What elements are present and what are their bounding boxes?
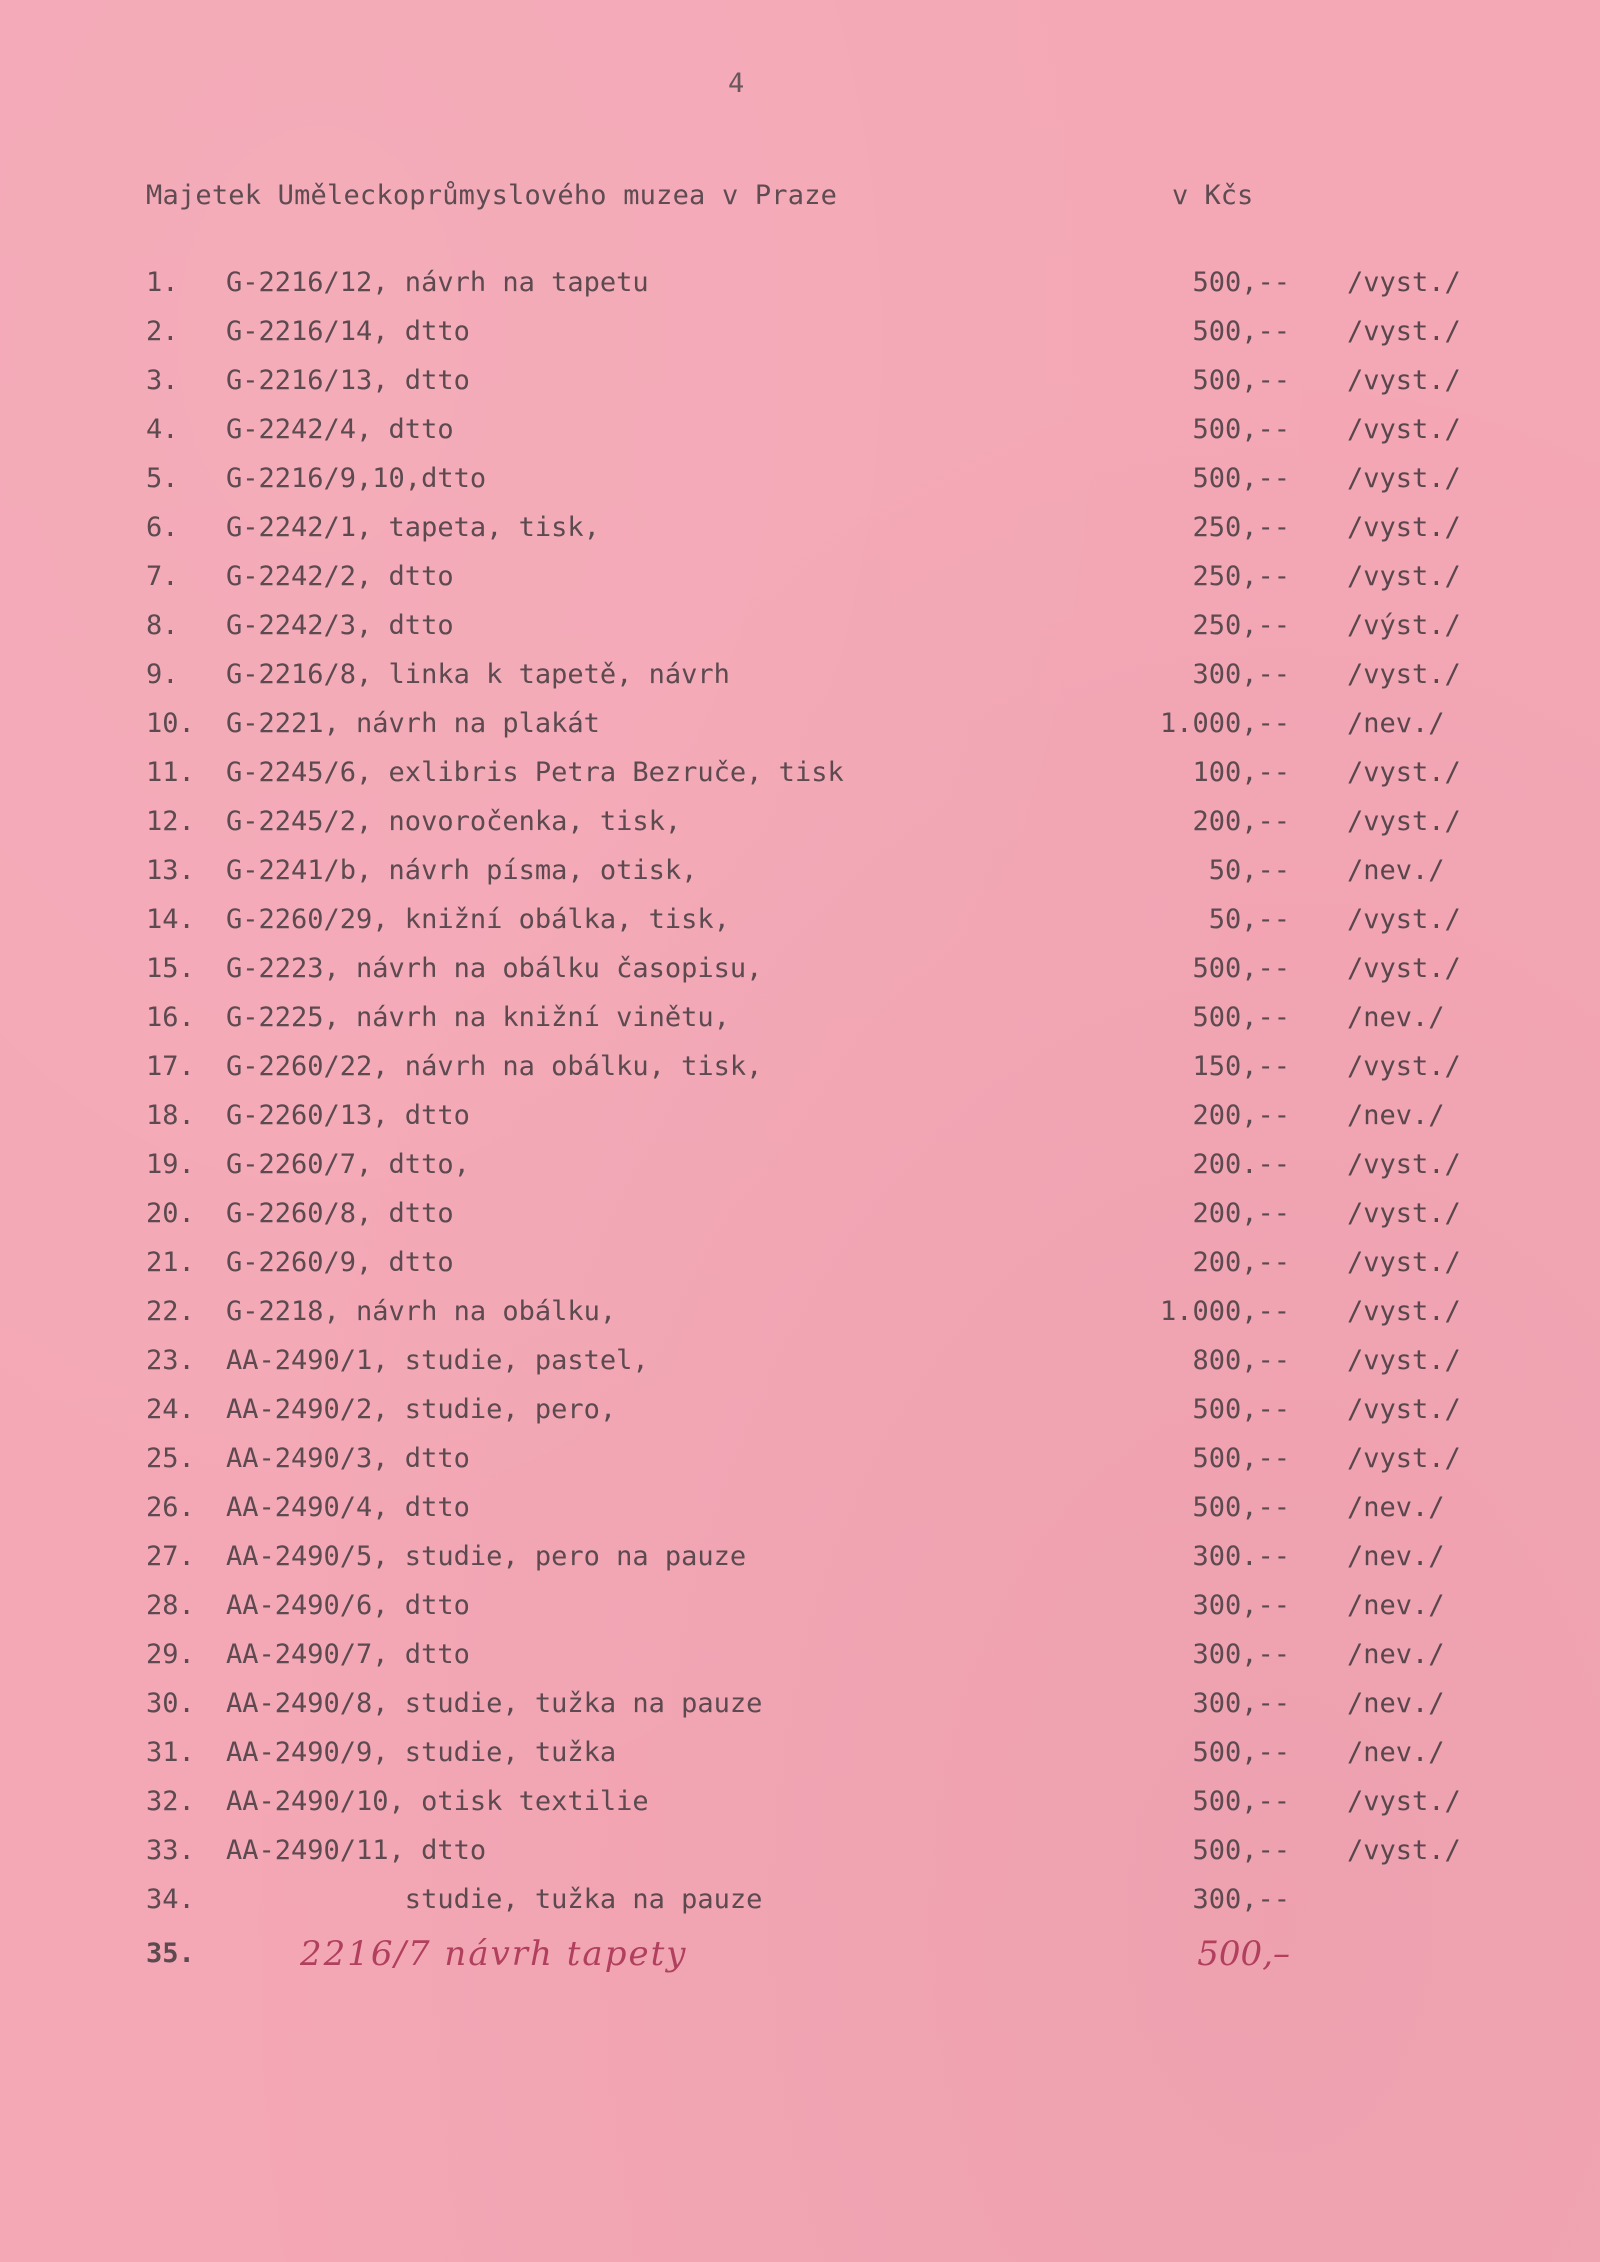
- row-description: G-2260/13, dtto: [226, 1100, 470, 1131]
- row-description: AA-2490/8, studie, tužka na pauze: [226, 1688, 763, 1719]
- row-price: 150,--: [1192, 1051, 1290, 1082]
- row-price: 500,--: [1192, 267, 1290, 298]
- row-price: 300,--: [1192, 1590, 1290, 1621]
- row-description: AA-2490/11, dtto: [226, 1835, 487, 1866]
- inventory-row: [0, 895, 1600, 944]
- row-price: 200,--: [1192, 1247, 1290, 1278]
- inventory-row: [0, 1189, 1600, 1238]
- row-number: 8.: [146, 610, 179, 641]
- inventory-list: [0, 258, 1600, 1984]
- row-price: 300.--: [1192, 1541, 1290, 1572]
- row-status: /vyst./: [1347, 806, 1461, 837]
- row-number: 18.: [146, 1100, 195, 1131]
- row-number: 15.: [146, 953, 195, 984]
- row-number: 22.: [146, 1296, 195, 1327]
- row-description: G-2260/9, dtto: [226, 1247, 454, 1278]
- row-price: 500,--: [1192, 414, 1290, 445]
- row-number: 11.: [146, 757, 195, 788]
- inventory-row: [0, 1042, 1600, 1091]
- row-status: /nev./: [1347, 1737, 1445, 1768]
- row-number: 23.: [146, 1345, 195, 1376]
- row-number: 14.: [146, 904, 195, 935]
- row-number: 35.: [146, 1938, 195, 1969]
- inventory-row: [0, 1679, 1600, 1728]
- handwritten-price: 500,–: [1197, 1934, 1290, 1974]
- row-description: AA-2490/3, dtto: [226, 1443, 470, 1474]
- row-status: /nev./: [1347, 1492, 1445, 1523]
- row-price: 500,--: [1192, 1394, 1290, 1425]
- row-number: 20.: [146, 1198, 195, 1229]
- inventory-row: [0, 1336, 1600, 1385]
- row-status: /vyst./: [1347, 365, 1461, 396]
- row-description: G-2225, návrh na knižní vinětu,: [226, 1002, 730, 1033]
- row-number: 24.: [146, 1394, 195, 1425]
- handwritten-description: 2216/7 návrh tapety: [300, 1934, 688, 1974]
- row-price: 500,--: [1192, 463, 1290, 494]
- row-status: /nev./: [1347, 1590, 1445, 1621]
- inventory-row: [0, 1777, 1600, 1826]
- row-status: /nev./: [1347, 1002, 1445, 1033]
- row-description: G-2242/4, dtto: [226, 414, 454, 445]
- row-description: G-2260/22, návrh na obálku, tisk,: [226, 1051, 763, 1082]
- inventory-row: [0, 258, 1600, 307]
- row-price: 250,--: [1192, 610, 1290, 641]
- row-status: /vyst./: [1347, 1345, 1461, 1376]
- inventory-row: [0, 503, 1600, 552]
- inventory-row: [0, 944, 1600, 993]
- row-status: /nev./: [1347, 1541, 1445, 1572]
- row-status: /vyst./: [1347, 512, 1461, 543]
- row-price: 500,--: [1192, 1737, 1290, 1768]
- row-description: G-2221, návrh na plakát: [226, 708, 600, 739]
- row-number: 31.: [146, 1737, 195, 1768]
- row-status: /vyst./: [1347, 1786, 1461, 1817]
- inventory-row: [0, 797, 1600, 846]
- inventory-row: [0, 1238, 1600, 1287]
- row-status: /výst./: [1347, 610, 1461, 641]
- inventory-row: [0, 1434, 1600, 1483]
- handwritten-row: [0, 1924, 1600, 1984]
- inventory-row: [0, 405, 1600, 454]
- row-status: /vyst./: [1347, 1394, 1461, 1425]
- row-price: 250,--: [1192, 561, 1290, 592]
- row-status: /vyst./: [1347, 1296, 1461, 1327]
- row-description: AA-2490/4, dtto: [226, 1492, 470, 1523]
- row-description: AA-2490/1, studie, pastel,: [226, 1345, 649, 1376]
- inventory-row: [0, 307, 1600, 356]
- inventory-row: [0, 1581, 1600, 1630]
- row-status: /vyst./: [1347, 1051, 1461, 1082]
- inventory-row: [0, 601, 1600, 650]
- row-description: AA-2490/2, studie, pero,: [226, 1394, 617, 1425]
- row-price: 250,--: [1192, 512, 1290, 543]
- row-price: 500,--: [1192, 365, 1290, 396]
- row-price: 200,--: [1192, 806, 1290, 837]
- row-number: 7.: [146, 561, 179, 592]
- row-number: 29.: [146, 1639, 195, 1670]
- inventory-row: [0, 1875, 1600, 1924]
- row-number: 1.: [146, 267, 179, 298]
- row-number: 30.: [146, 1688, 195, 1719]
- row-description: G-2242/3, dtto: [226, 610, 454, 641]
- row-price: 500,--: [1192, 1492, 1290, 1523]
- row-description: G-2218, návrh na obálku,: [226, 1296, 617, 1327]
- row-number: 3.: [146, 365, 179, 396]
- row-price: 300,--: [1192, 1688, 1290, 1719]
- row-price: 800,--: [1192, 1345, 1290, 1376]
- inventory-row: [0, 1532, 1600, 1581]
- currency-heading: v Kčs: [1172, 180, 1254, 211]
- row-price: 500,--: [1192, 316, 1290, 347]
- row-status: /vyst./: [1347, 267, 1461, 298]
- row-price: 1.000,--: [1159, 708, 1290, 739]
- row-description: G-2223, návrh na obálku časopisu,: [226, 953, 763, 984]
- row-price: 300,--: [1192, 1639, 1290, 1670]
- row-description: G-2216/14, dtto: [226, 316, 470, 347]
- row-price: 500,--: [1192, 1002, 1290, 1033]
- row-number: 26.: [146, 1492, 195, 1523]
- inventory-row: [0, 1630, 1600, 1679]
- row-price: 1.000,--: [1159, 1296, 1290, 1327]
- row-status: /vyst./: [1347, 953, 1461, 984]
- row-description: G-2260/7, dtto,: [226, 1149, 470, 1180]
- row-number: 25.: [146, 1443, 195, 1474]
- inventory-row: [0, 356, 1600, 405]
- row-price: 500,--: [1192, 1835, 1290, 1866]
- row-status: /vyst./: [1347, 414, 1461, 445]
- row-number: 9.: [146, 659, 179, 690]
- row-description: G-2260/8, dtto: [226, 1198, 454, 1229]
- row-status: /nev./: [1347, 1100, 1445, 1131]
- row-status: /vyst./: [1347, 1198, 1461, 1229]
- row-price: 300,--: [1192, 659, 1290, 690]
- inventory-row: [0, 454, 1600, 503]
- row-price: 100,--: [1192, 757, 1290, 788]
- inventory-row: [0, 1483, 1600, 1532]
- row-description: AA-2490/5, studie, pero na pauze: [226, 1541, 747, 1572]
- row-status: /nev./: [1347, 1688, 1445, 1719]
- row-number: 12.: [146, 806, 195, 837]
- row-status: /vyst./: [1347, 1443, 1461, 1474]
- row-price: 500,--: [1192, 1443, 1290, 1474]
- row-price: 200,--: [1192, 1198, 1290, 1229]
- row-number: 21.: [146, 1247, 195, 1278]
- inventory-row: [0, 1140, 1600, 1189]
- row-price: 500,--: [1192, 953, 1290, 984]
- inventory-row: [0, 1728, 1600, 1777]
- inventory-row: [0, 1385, 1600, 1434]
- row-price: 200.--: [1192, 1149, 1290, 1180]
- row-status: /vyst./: [1347, 1149, 1461, 1180]
- row-description: G-2216/9,10,dtto: [226, 463, 487, 494]
- row-status: /nev./: [1347, 708, 1445, 739]
- row-number: 27.: [146, 1541, 195, 1572]
- row-status: /vyst./: [1347, 1247, 1461, 1278]
- row-description: G-2242/2, dtto: [226, 561, 454, 592]
- row-number: 17.: [146, 1051, 195, 1082]
- row-price: 300,--: [1192, 1884, 1290, 1915]
- row-description: AA-2490/9, studie, tužka: [226, 1737, 617, 1768]
- row-number: 28.: [146, 1590, 195, 1621]
- row-number: 4.: [146, 414, 179, 445]
- inventory-row: [0, 1826, 1600, 1875]
- document-heading: Majetek Uměleckoprůmyslového muzea v Praze: [146, 180, 838, 211]
- inventory-row: [0, 748, 1600, 797]
- row-status: /vyst./: [1347, 1835, 1461, 1866]
- row-description: G-2242/1, tapeta, tisk,: [226, 512, 600, 543]
- page-number: 4: [728, 68, 745, 99]
- row-description: G-2245/6, exlibris Petra Bezruče, tisk: [226, 757, 844, 788]
- inventory-row: [0, 846, 1600, 895]
- row-description: G-2260/29, knižní obálka, tisk,: [226, 904, 730, 935]
- row-description: G-2245/2, novoročenka, tisk,: [226, 806, 682, 837]
- row-status: /nev./: [1347, 1639, 1445, 1670]
- row-number: 10.: [146, 708, 195, 739]
- inventory-row: [0, 699, 1600, 748]
- row-number: 32.: [146, 1786, 195, 1817]
- row-price: 50,--: [1208, 855, 1290, 886]
- row-price: 200,--: [1192, 1100, 1290, 1131]
- row-description: G-2216/12, návrh na tapetu: [226, 267, 649, 298]
- inventory-row: [0, 650, 1600, 699]
- row-status: /vyst./: [1347, 757, 1461, 788]
- row-number: 6.: [146, 512, 179, 543]
- row-status: /nev./: [1347, 855, 1445, 886]
- row-description: G-2241/b, návrh písma, otisk,: [226, 855, 698, 886]
- row-description: AA-2490/7, dtto: [226, 1639, 470, 1670]
- row-description: studie, tužka na pauze: [226, 1884, 763, 1915]
- inventory-row: [0, 993, 1600, 1042]
- row-description: G-2216/8, linka k tapetě, návrh: [226, 659, 730, 690]
- row-price: 500,--: [1192, 1786, 1290, 1817]
- row-number: 33.: [146, 1835, 195, 1866]
- inventory-row: [0, 1287, 1600, 1336]
- row-number: 5.: [146, 463, 179, 494]
- row-description: AA-2490/6, dtto: [226, 1590, 470, 1621]
- row-number: 2.: [146, 316, 179, 347]
- row-status: /vyst./: [1347, 659, 1461, 690]
- inventory-row: [0, 552, 1600, 601]
- row-number: 19.: [146, 1149, 195, 1180]
- row-number: 34.: [146, 1884, 195, 1915]
- row-number: 13.: [146, 855, 195, 886]
- row-number: 16.: [146, 1002, 195, 1033]
- row-description: G-2216/13, dtto: [226, 365, 470, 396]
- row-description: AA-2490/10, otisk textilie: [226, 1786, 649, 1817]
- row-status: /vyst./: [1347, 463, 1461, 494]
- inventory-row: [0, 1091, 1600, 1140]
- row-status: /vyst./: [1347, 904, 1461, 935]
- row-status: /vyst./: [1347, 316, 1461, 347]
- row-status: /vyst./: [1347, 561, 1461, 592]
- row-price: 50,--: [1208, 904, 1290, 935]
